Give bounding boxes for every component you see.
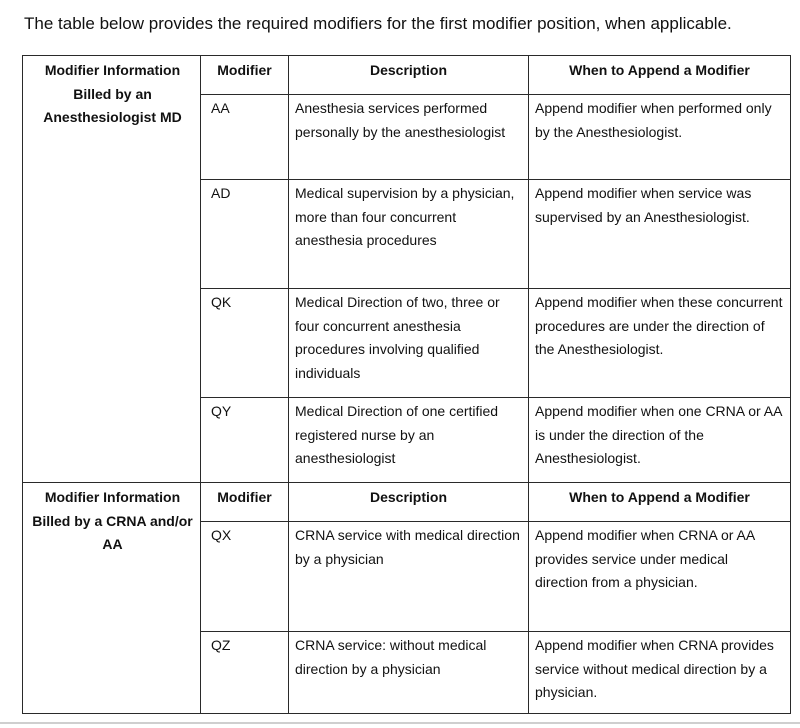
header-modifier: Modifier — [201, 483, 289, 522]
modifier-description: Medical Direction of one certified registered nurse by an anesthesiologist — [289, 398, 529, 483]
group-label-md: Modifier Information Billed by an Anesthesiologist MD — [23, 56, 201, 483]
header-description: Description — [289, 56, 529, 95]
modifier-when: Append modifier when performed only by the Anesthesiologist. — [529, 95, 791, 180]
modifier-table — [22, 55, 791, 714]
modifier-code: AD — [201, 180, 289, 289]
group-label-crna: Modifier Information Billed by a CRNA and/or AA — [23, 483, 201, 714]
table-header-row — [23, 483, 791, 522]
modifier-description: CRNA service with medical direction by a physician — [289, 522, 529, 632]
header-modifier: Modifier — [201, 56, 289, 95]
intro-text: The table below provides the required modifiers for the first modifier position, when applicable. — [24, 14, 732, 33]
header-description: Description — [289, 483, 529, 522]
modifier-when: Append modifier when these concurrent procedures are under the direction of the Anesthesiologist. — [529, 289, 791, 398]
modifier-description: CRNA service: without medical direction by a physician — [289, 632, 529, 714]
modifier-code: AA — [201, 95, 289, 180]
modifier-code: QK — [201, 289, 289, 398]
header-when: When to Append a Modifier — [529, 483, 791, 522]
modifier-description: Medical Direction of two, three or four concurrent anesthesia procedures involving qualified individuals — [289, 289, 529, 398]
header-when: When to Append a Modifier — [529, 56, 791, 95]
modifier-when: Append modifier when one CRNA or AA is under the direction of the Anesthesiologist. — [529, 398, 791, 483]
table-header-row — [23, 56, 791, 95]
modifier-description: Medical supervision by a physician, more than four concurrent anesthesia procedures — [289, 180, 529, 289]
modifier-code: QY — [201, 398, 289, 483]
modifier-when: Append modifier when service was supervised by an Anesthesiologist. — [529, 180, 791, 289]
modifier-when: Append modifier when CRNA or AA provides service under medical direction from a physician. — [529, 522, 791, 632]
modifier-when: Append modifier when CRNA provides service without medical direction by a physician. — [529, 632, 791, 714]
page-bottom-divider — [0, 722, 800, 724]
modifier-code: QZ — [201, 632, 289, 714]
modifier-description: Anesthesia services performed personally by the anesthesiologist — [289, 95, 529, 180]
modifier-code: QX — [201, 522, 289, 632]
